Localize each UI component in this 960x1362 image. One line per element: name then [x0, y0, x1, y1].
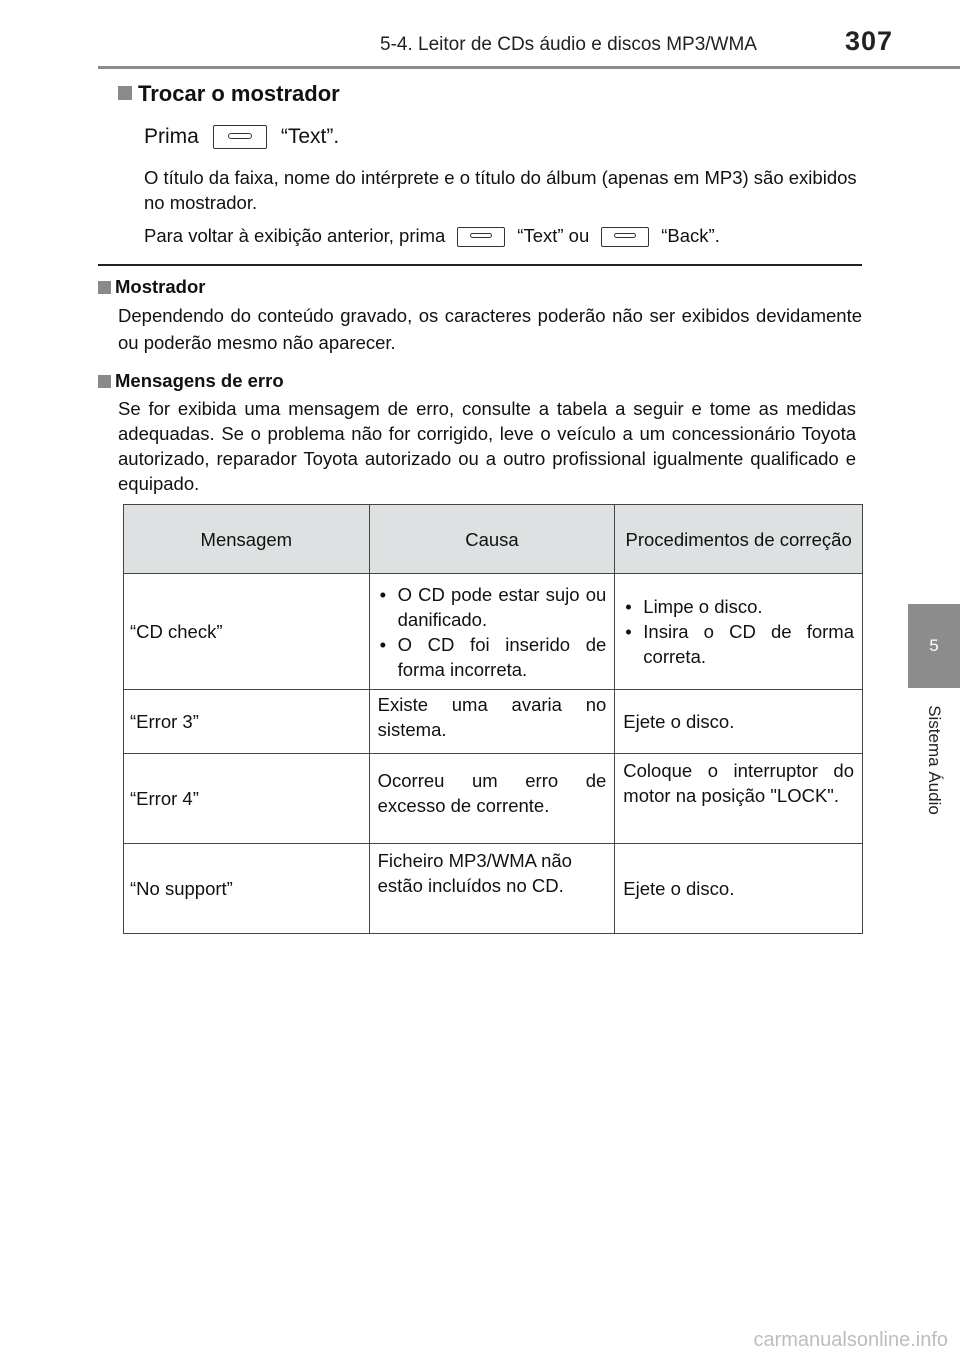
- message-cell: “CD check”: [124, 574, 370, 690]
- instruction-prefix: Prima: [144, 125, 199, 148]
- section-heading: [118, 81, 862, 113]
- section-paragraph-return: [118, 223, 862, 248]
- note-heading-erro: [98, 370, 862, 396]
- procedure-cell: Ejete o disco.: [615, 844, 863, 934]
- section-title: Trocar o mostrador: [138, 81, 340, 106]
- column-header: Procedimentos de correção: [615, 505, 863, 574]
- header-section-title: 5-4. Leitor de CDs áudio e discos MP3/WMA: [380, 34, 757, 55]
- list-item: • Insira o CD de forma correta.: [623, 619, 854, 669]
- header-divider: [98, 66, 960, 69]
- section-divider: [98, 264, 862, 266]
- table-row: [124, 844, 863, 934]
- page-number: 307: [845, 26, 894, 56]
- chapter-number: 5: [929, 636, 939, 655]
- square-bullet-icon: [98, 281, 111, 294]
- menu-key-icon: [213, 125, 267, 149]
- table-row: [124, 754, 863, 844]
- list-item: • O CD foi inserido de forma incorreta.: [378, 632, 607, 682]
- list-item: • O CD pode estar sujo ou danificado.: [378, 582, 607, 632]
- cause-cell: [369, 574, 615, 690]
- section-paragraph: O título da faixa, nome do intérprete e o título do álbum (apenas em MP3) são exibidos no mostrador.: [144, 167, 857, 213]
- page-content: [115, 78, 862, 496]
- instruction-suffix: “Text”.: [280, 125, 340, 148]
- list-item: • Limpe o disco.: [623, 594, 854, 619]
- procedure-cell: Ejete o disco.: [615, 690, 863, 754]
- menu-key-icon: [457, 227, 505, 247]
- return-mid: “Text” ou: [517, 225, 590, 246]
- return-prefix: Para voltar à exibição anterior, prima: [144, 225, 446, 246]
- square-bullet-icon: [118, 86, 132, 100]
- column-header: Mensagem: [124, 505, 370, 574]
- return-suffix: “Back”.: [661, 225, 720, 246]
- chapter-tab: [908, 604, 960, 688]
- message-cell: “Error 3”: [124, 690, 370, 754]
- cause-cell: Existe uma avaria no sistema.: [369, 690, 615, 754]
- note-text: Dependendo do conteúdo gravado, os caracteres poderão não ser exibidos devidamente ou poderão mesmo não aparecer.: [118, 305, 862, 353]
- procedure-cell: Coloque o interruptor do motor na posição "LOCK".: [615, 754, 863, 844]
- cause-cell: Ficheiro MP3/WMA não estão incluídos no CD.: [369, 844, 615, 934]
- cause-cell: Ocorreu um erro de excesso de corrente.: [369, 754, 615, 844]
- table-row: [124, 690, 863, 754]
- procedure-cell: [615, 574, 863, 690]
- menu-key-icon: [601, 227, 649, 247]
- chapter-label: Sistema Áudio: [925, 705, 944, 815]
- column-header: Causa: [369, 505, 615, 574]
- table-row: [124, 574, 863, 690]
- note-heading-mostrador: [98, 276, 862, 302]
- message-cell: “No support”: [124, 844, 370, 934]
- note-title: Mensagens de erro: [115, 370, 284, 391]
- note-text: Se for exibida uma mensagem de erro, consulte a tabela a seguir e tome as medidas adequadas. Se o problema não for corrigido, leve o veículo a um concessionário Toyota autorizado, reparador Toyota autorizado ou a outro profissional igualmente qualificado e equipado.: [118, 398, 856, 494]
- message-cell: “Error 4”: [124, 754, 370, 844]
- error-table: [123, 504, 863, 934]
- watermark: carmanualsonline.info: [753, 1329, 948, 1351]
- instruction-line: [118, 117, 862, 157]
- table-header-row: [124, 505, 863, 574]
- square-bullet-icon: [98, 375, 111, 388]
- note-title: Mostrador: [115, 276, 206, 297]
